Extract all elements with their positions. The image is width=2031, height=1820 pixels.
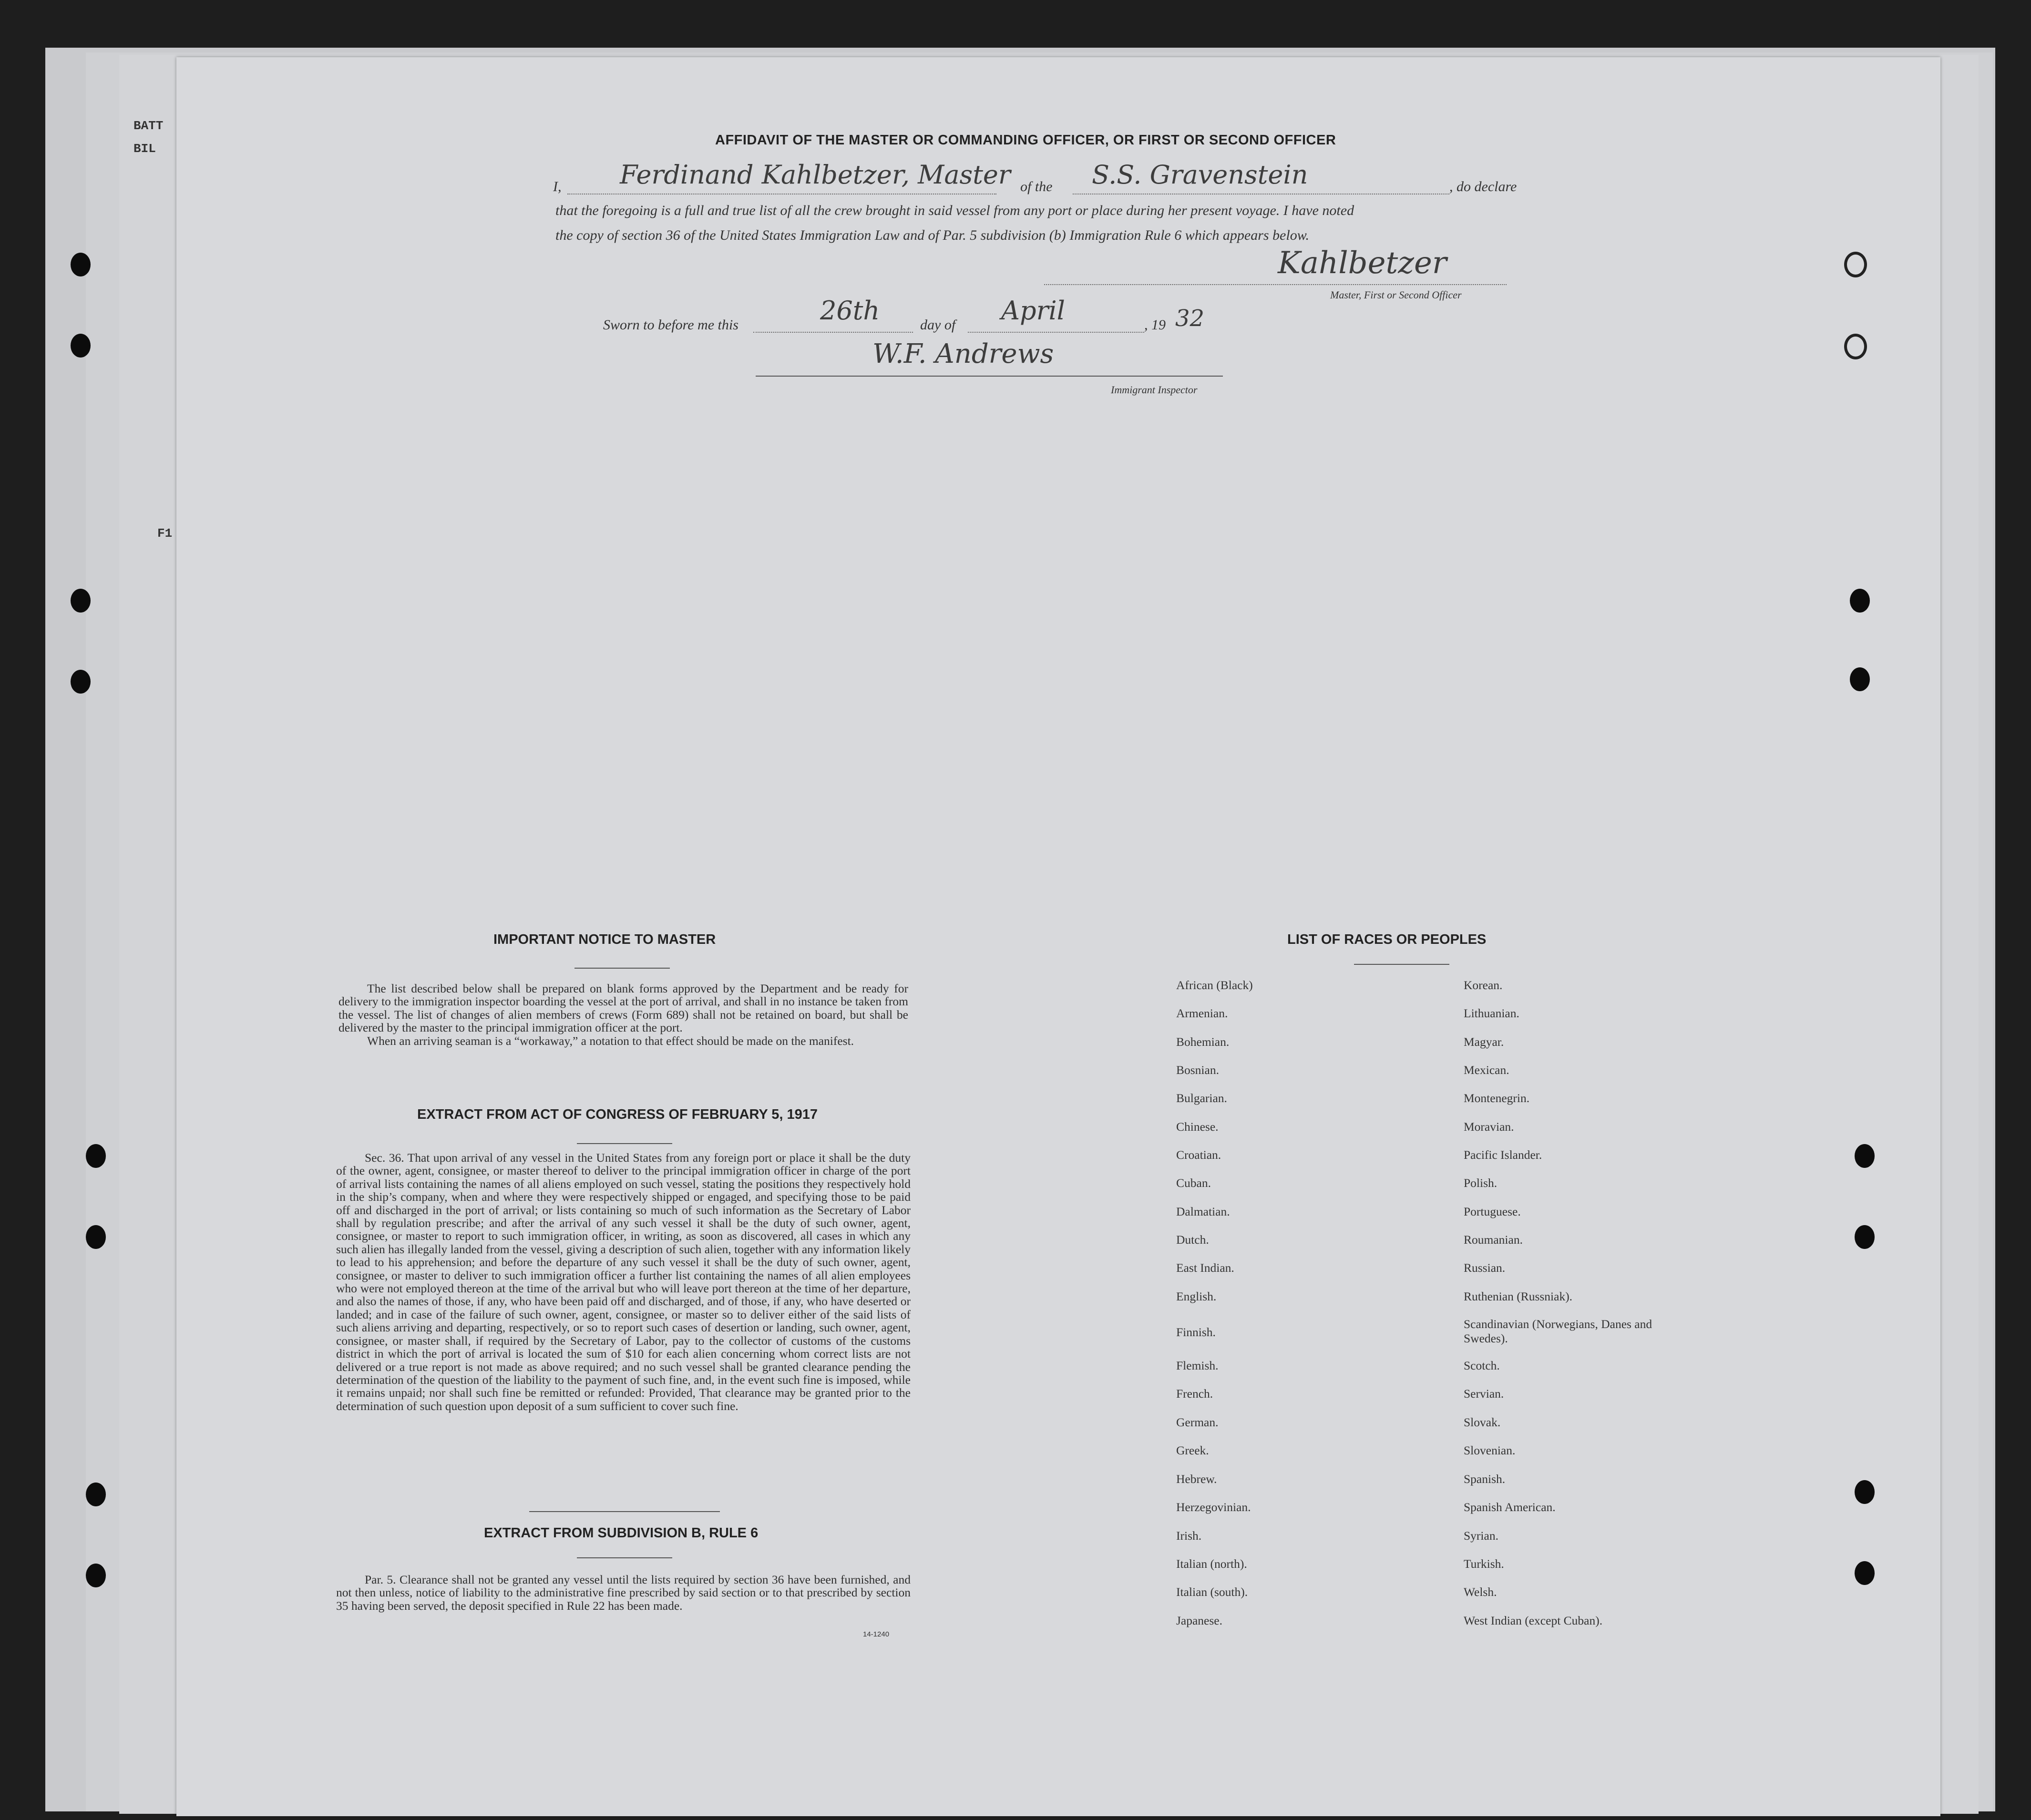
race-item: Russian. xyxy=(1464,1261,1506,1275)
race-item: Herzegovinian. xyxy=(1176,1500,1251,1514)
race-item: Montenegrin. xyxy=(1464,1091,1530,1105)
race-item: French. xyxy=(1176,1387,1213,1401)
divider xyxy=(1354,964,1449,965)
declaration-line-3: the copy of section 36 of the United States Immigration Law and of Par. 5 subdivision (b) Immigration Rule 6 which appears below. xyxy=(555,227,1309,243)
punch-hole xyxy=(86,1564,106,1587)
sworn-day-handwritten: 26th xyxy=(820,296,880,326)
race-item: Finnish. xyxy=(1176,1325,1216,1339)
affidavit-title: AFFIDAVIT OF THE MASTER OR COMMANDING OFFICER, OR FIRST OR SECOND OFFICER xyxy=(715,133,1336,148)
race-item: Croatian. xyxy=(1176,1148,1221,1162)
inspector-signature: W.F. Andrews xyxy=(872,338,1054,369)
vessel-name-handwritten: S.S. Gravenstein xyxy=(1092,160,1308,190)
race-item: Scandinavian (Norwegians, Danes and Swedes). xyxy=(1464,1317,1652,1345)
sworn-prefix: Sworn to before me this xyxy=(603,317,739,333)
punch-hole xyxy=(71,253,91,276)
race-item: Japanese. xyxy=(1176,1614,1222,1627)
race-item: Roumanian. xyxy=(1464,1233,1523,1247)
punch-hole xyxy=(1850,589,1870,613)
race-item: Italian (south). xyxy=(1176,1585,1248,1599)
sworn-month-handwritten: April xyxy=(1001,296,1065,326)
divider xyxy=(577,1143,672,1144)
race-item: Portuguese. xyxy=(1464,1205,1521,1218)
punch-hole xyxy=(71,334,91,358)
year-prefix: , 19 xyxy=(1144,317,1166,333)
punch-hole xyxy=(1844,334,1867,359)
inspector-line xyxy=(756,376,1223,377)
race-item: Bosnian. xyxy=(1176,1063,1219,1077)
inspector-caption: Immigrant Inspector xyxy=(1111,384,1198,396)
race-item: Magyar. xyxy=(1464,1035,1504,1049)
punch-hole xyxy=(1855,1225,1875,1249)
race-item: Scotch. xyxy=(1464,1359,1500,1372)
punch-hole xyxy=(86,1225,106,1249)
race-item: Syrian. xyxy=(1464,1529,1498,1543)
race-item: Slovenian. xyxy=(1464,1443,1516,1457)
races-heading: LIST OF RACES OR PEOPLES xyxy=(1287,932,1487,947)
race-item: Spanish American. xyxy=(1464,1500,1556,1514)
page-edge-text: BATT BIL xyxy=(133,119,164,156)
rule6-body xyxy=(336,1573,911,1612)
month-line xyxy=(968,332,1144,333)
race-item: African (Black) xyxy=(1176,978,1253,992)
year-handwritten: 32 xyxy=(1175,305,1205,332)
race-item: Chinese. xyxy=(1176,1120,1219,1134)
punch-hole xyxy=(71,670,91,694)
race-item: Armenian. xyxy=(1176,1006,1228,1020)
race-item: Hebrew. xyxy=(1176,1472,1217,1486)
of-the-label: of the xyxy=(1020,179,1053,194)
notice-paragraph: The list described below shall be prepared on blank forms approved by the Department and be ready for delivery to the immigration inspector boarding the vessel at the port of arrival, and shall in no instance be taken from the vessel. The list of changes of alien members of crews (Form 689) shall not be retained on board, but shall be delivered by the master to the principal immigration officer at the port. xyxy=(338,982,908,1035)
declaration-prefix: I, xyxy=(553,179,562,194)
race-item: Dalmatian. xyxy=(1176,1205,1230,1218)
punch-hole xyxy=(1855,1144,1875,1168)
race-item: Lithuanian. xyxy=(1464,1006,1519,1020)
race-item: Welsh. xyxy=(1464,1585,1497,1599)
race-item: Greek. xyxy=(1176,1443,1209,1457)
notice-paragraph: When an arriving seaman is a “workaway,” a notation to that effect should be made on the manifest. xyxy=(367,1033,854,1048)
race-item: Dutch. xyxy=(1176,1233,1209,1247)
race-item: Irish. xyxy=(1176,1529,1202,1543)
race-item: Cuban. xyxy=(1176,1176,1211,1190)
divider xyxy=(574,968,670,969)
notice-heading: IMPORTANT NOTICE TO MASTER xyxy=(493,932,716,947)
race-item: Turkish. xyxy=(1464,1557,1504,1571)
notice-body xyxy=(338,982,908,1047)
race-item: Ruthenian (Russniak). xyxy=(1464,1289,1573,1303)
race-item: German. xyxy=(1176,1415,1219,1429)
punch-hole xyxy=(86,1144,106,1168)
master-signature: Kahlbetzer xyxy=(1278,245,1447,281)
race-item: Pacific Islander. xyxy=(1464,1148,1542,1162)
divider xyxy=(577,1557,672,1558)
rule6-heading: EXTRACT FROM SUBDIVISION B, RULE 6 xyxy=(484,1525,759,1541)
day-line xyxy=(753,332,913,333)
race-item: East Indian. xyxy=(1176,1261,1234,1275)
signature-caption: Master, First or Second Officer xyxy=(1330,289,1462,301)
act-body xyxy=(336,1151,911,1412)
race-item: Flemish. xyxy=(1176,1359,1219,1372)
race-item: Bohemian. xyxy=(1176,1035,1230,1049)
master-name-handwritten: Ferdinand Kahlbetzer, Master xyxy=(620,160,1011,190)
race-item: West Indian (except Cuban). xyxy=(1464,1614,1603,1627)
signature-line xyxy=(1044,284,1507,285)
punch-hole xyxy=(1850,667,1870,691)
punch-hole xyxy=(86,1483,106,1506)
race-item: Mexican. xyxy=(1464,1063,1509,1077)
race-item: Slovak. xyxy=(1464,1415,1501,1429)
race-item: Spanish. xyxy=(1464,1472,1506,1486)
punch-hole xyxy=(1855,1480,1875,1504)
race-item: Korean. xyxy=(1464,978,1503,992)
day-of-label: day of xyxy=(920,317,956,333)
declaration-line-2: that the foregoing is a full and true list of all the crew brought in said vessel from any port or place during her present voyage. I have noted xyxy=(555,203,1354,218)
divider xyxy=(529,1511,720,1512)
do-declare-label: , do declare xyxy=(1449,179,1517,194)
rule6-paragraph: Par. 5. Clearance shall not be granted any vessel until the lists required by section 36 have been furnished, and not then unless, notice of liability to the administrative fine prescribed by said section or to that prescribed by section 35 having been served, the deposit specified in Rule 22 has been made. xyxy=(336,1573,911,1613)
act-paragraph: Sec. 36. That upon arrival of any vessel in the United States from any foreign port or place it shall be the duty of the owner, agent, consignee, or master thereof to deliver to the principal immigration officer in charge of the port of arrival lists containing the names of all aliens employed on such vessel, stating the positions they respectively hold in the ship’s company, when and where they were respectively shipped or engaged, and specifying those to be paid off and discharged in the port of arrival; or lists containing so much of such information as the Secretary of Labor shall by regulation prescribe; and after the arrival of any such vessel it shall be the duty of such owner, agent, consignee, or master to report to such immigration officer, in writing, as soon as discovered, all cases in which any such alien has illegally landed from the vessel, giving a description of such alien, together with any information likely to lead to his apprehension; and before the departure of any such vessel it shall be the duty of such owner, agent, consignee, or master to deliver to such immigration officer a further list containing the names of all alien employees who were not employed thereon at the time of the arrival but who will leave port thereon at the time of her departure, and also the names of those, if any, who have been paid off and discharged, and of those, if any, who have deserted or landed; and in case of the failure of such owner, agent, consignee, or master so to deliver either of the said lists of such aliens arriving and departing, respectively, or so to report such cases of desertion or landing, such owner, agent, consignee, or master shall, if required by the Secretary of Labor, pay to the collector of customs of the customs district in which the port of arrival is located the sum of $10 for each alien concerning whom correct lists are not delivered or a true report is not made as above required; and no such vessel shall be granted clearance pending the determination of the question of the liability to the payment of such fine, and, in the event such fine is imposed, while it remains unpaid; nor shall such fine be remitted or refunded: Provided, That clearance may be granted prior to the determination of such question upon deposit of a sum sufficient to cover such fine. xyxy=(336,1151,911,1413)
race-item: Moravian. xyxy=(1464,1120,1514,1134)
punch-hole xyxy=(71,589,91,613)
race-item: English. xyxy=(1176,1289,1217,1303)
punch-hole xyxy=(1855,1561,1875,1585)
act-heading: EXTRACT FROM ACT OF CONGRESS OF FEBRUARY 5, 1917 xyxy=(417,1107,818,1122)
form-number: 14-1240 xyxy=(863,1630,890,1638)
race-item: Servian. xyxy=(1464,1387,1504,1401)
race-item: Bulgarian. xyxy=(1176,1091,1227,1105)
race-item: Italian (north). xyxy=(1176,1557,1247,1571)
race-item: Polish. xyxy=(1464,1176,1498,1190)
page-edge-text: F1 xyxy=(157,526,173,541)
punch-hole xyxy=(1844,252,1867,277)
